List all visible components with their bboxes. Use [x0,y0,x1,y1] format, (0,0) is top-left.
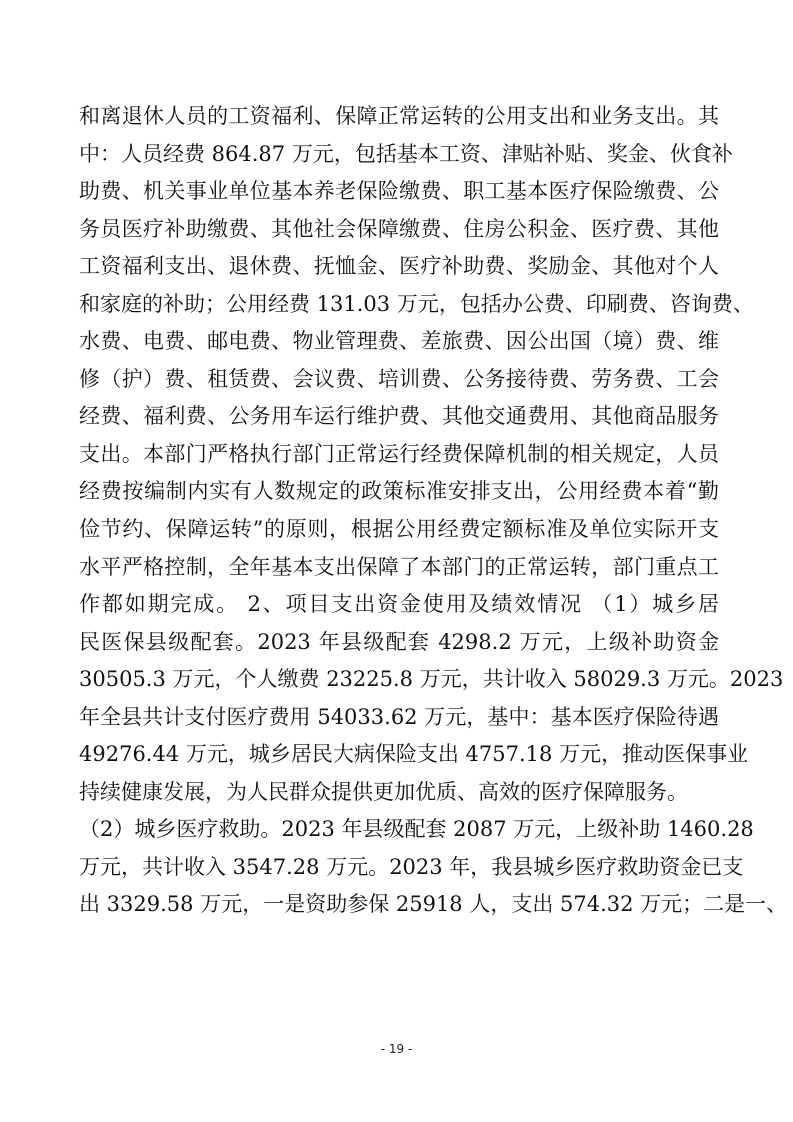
text-line: 工资福利支出、退休费、抚恤金、医疗补助费、奖励金、其他对个人 [79,254,719,279]
text-line: 和家庭的补助；公用经费 131.03 万元，包括办公费、印刷费、咨询费、 [79,291,754,316]
text-line: 持续健康发展，为人民群众提供更加优质、高效的医疗保障服务。 [79,779,688,804]
text-line: 修（护）费、租赁费、会议费、培训费、公务接待费、劳务费、工会 [79,366,719,391]
text-line: 中：人员经费 864.87 万元，包括基本工资、津贴补贴、奖金、伙食补 [79,141,733,166]
text-line: 水平严格控制，全年基本支出保障了本部门的正常运转，部门重点工 [79,554,719,579]
text-line: 经费按编制内实有人数规定的政策标准安排支出，公用经费本着“勤 [79,479,719,504]
body-text [79,101,788,927]
text-line: 作都如期完成。 2、项目支出资金使用及绩效情况 （1）城乡居 [79,592,719,617]
text-line: 民医保县级配套。2023 年县级配套 4298.2 万元，上级补助资金 [79,629,719,654]
text-line: 30505.3 万元，个人缴费 23225.8 万元，共计收入 58029.3 万元。2023 [79,667,784,692]
text-line: 49276.44 万元，城乡居民大病保险支出 4757.18 万元，推动医保事业 [79,742,749,767]
text-line: 经费、福利费、公务用车运行维护费、其他交通费用、其他商品服务 [79,404,719,429]
text-line: 助费、机关事业单位基本养老保险缴费、职工基本医疗保险缴费、公 [79,179,719,204]
text-line: 支出。本部门严格执行部门正常运行经费保障机制的相关规定，人员 [79,441,719,466]
text-line: 水费、电费、邮电费、物业管理费、差旅费、因公出国（境）费、维 [79,329,719,354]
text-line: 和离退休人员的工资福利、保障正常运转的公用支出和业务支出。其 [79,104,719,128]
text-line: 出 3329.58 万元，一是资助参保 25918 人，支出 574.32 万元；二是一、 [79,892,788,917]
page-number: - 19 - [380,1042,413,1056]
text-line: （2）城乡医疗救助。2023 年县级配套 2087 万元，上级补助 1460.28 [79,817,754,842]
text-line: 俭节约、保障运转”的原则，根据公用经费定额标准及单位实际开支 [79,517,719,542]
text-line: 务员医疗补助缴费、其他社会保障缴费、住房公积金、医疗费、其他 [79,216,719,241]
text-line: 年全县共计支付医疗费用 54033.62 万元，基中：基本医疗保险待遇 [79,704,719,729]
text-line: 万元，共计收入 3547.28 万元。2023 年，我县城乡医疗救助资金已支 [79,854,744,879]
